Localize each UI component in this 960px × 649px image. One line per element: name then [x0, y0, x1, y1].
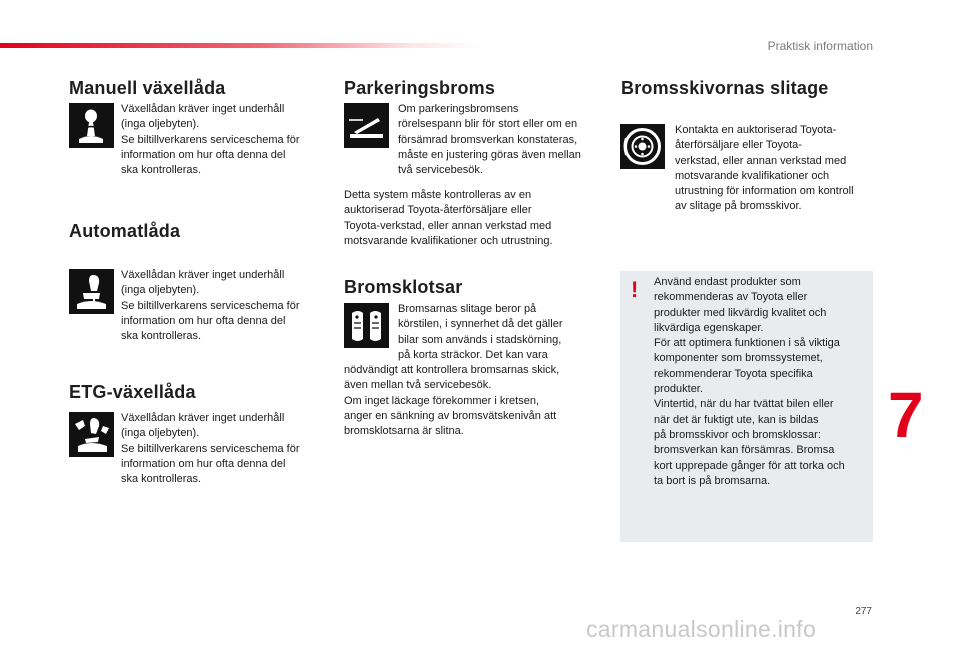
- parking-brake-icon: [344, 103, 389, 148]
- brake-disc-text: Kontakta en auktoriserad Toyota- återförsäljare eller Toyota- verkstad, eller annan verkstad med motsvarande kvalifikationer och utrustning för information om kontroll av slitage på bromsskivor.: [675, 124, 854, 213]
- brake-disc-title: Bromsskivornas slitage: [621, 78, 829, 98]
- etg-gearbox-text: Växellådan kräver inget underhåll (inga oljebyten). Se biltillverkarens serviceschema för information om hur ofta denna del ska kontrolleras.: [121, 412, 300, 486]
- chapter-number: 7: [888, 379, 924, 451]
- brake-disc-icon: [620, 124, 665, 169]
- header-accent-bar: [0, 43, 480, 48]
- etg-shift-icon: [69, 412, 114, 457]
- etg-gearbox-title: ETG-växellåda: [69, 382, 196, 402]
- brake-pads-icon: [344, 303, 389, 348]
- brake-pads-text: Bromsarnas slitage beror på körstilen, i synnerhet då det gäller bilar som används i stadskörning, på korta sträckor. Det kan vara: [398, 303, 563, 361]
- brake-pads-title: Bromsklotsar: [344, 277, 463, 297]
- parking-brake-text: Om parkeringsbromsens rörelsespann blir för stort eller om en försämrad bromsverkan konstateras, måste en justering göras även mellan två servicebesök.: [398, 103, 581, 177]
- automatic-gearbox-title: Automatlåda: [69, 221, 181, 241]
- watermark: carmanualsonline.info: [586, 616, 817, 642]
- gear-shift-icon: [69, 103, 114, 148]
- parking-brake-title: Parkeringsbroms: [344, 78, 496, 98]
- brake-pads-paragraph: nödvändigt att kontrollera bromsarnas skick, även mellan två servicebesök. Om inget läckage förekommer i kretsen, anger en sänkning av bromsvätskenivån att bromsklotsarna är slitna.: [344, 364, 560, 438]
- automatic-gearbox-text: Växellådan kräver inget underhåll (inga oljebyten). Se biltillverkarens serviceschema för information om hur ofta denna del ska kontrolleras.: [121, 269, 300, 343]
- manual-gearbox-text: Växellådan kräver inget underhåll (inga oljebyten). Se biltillverkarens serviceschema för information om hur ofta denna del ska kontrolleras.: [121, 103, 300, 177]
- page-number: 277: [855, 606, 872, 617]
- parking-brake-paragraph: Detta system måste kontrolleras av en auktoriserad Toyota-återförsäljare eller Toyota-verkstad, eller annan verkstad med motsvarande kvalifikationer och utrustning.: [344, 189, 553, 247]
- warning-text: Använd endast produkter som rekommenderas av Toyota eller produkter med likvärdig kvalitet och likvärdiga egenskaper. För att optimera funktionen i så viktiga komponenter som bromssystemet, rekommenderar Toyota specifika produkter. Vintertid, när du har tvättat bilen eller när det är fuktigt ute, kan is bildas på bromsskivor och bromsklossar: bromsverkan kan försämras. Bromsa kort upprepade gånger för att torka och ta bort is på bromsarna.: [654, 276, 845, 487]
- section-label: Praktisk information: [767, 39, 873, 53]
- manual-gearbox-title: Manuell växellåda: [69, 78, 226, 98]
- automatic-shift-icon: [69, 269, 114, 314]
- warning-icon: !: [631, 277, 639, 302]
